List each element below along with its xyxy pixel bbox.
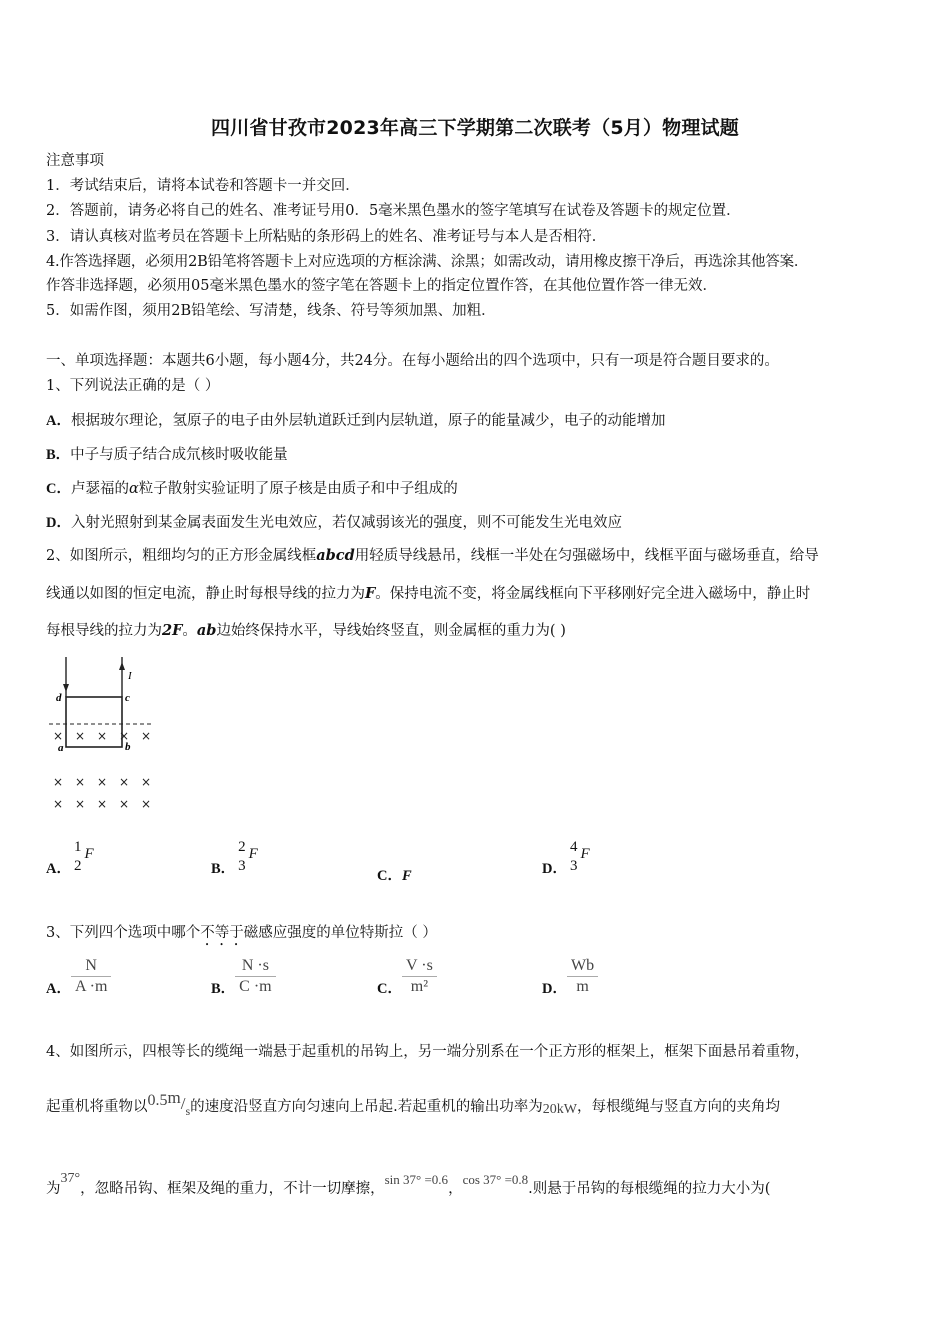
magnetic-field-cross: × [141,797,152,811]
q3-option-d [542,956,598,997]
text: 。 [182,623,197,639]
option-label: D． [542,860,567,877]
numerator: V ·s [405,957,433,974]
q3-option-c [377,956,437,997]
magnetic-field-cross: × [75,729,86,743]
q1-option-c [46,479,458,499]
numerator: 2 [238,839,246,855]
denominator: 3 [238,858,246,874]
magnetic-field-cross: × [75,775,86,789]
denominator: C ·m [235,976,275,997]
corner-d-label: d [56,692,62,704]
var-F: F [365,585,376,602]
sin-value: sin 37° =0.6 [384,1172,449,1187]
q2-option-d [542,838,590,875]
text: 3、下列四个选项中哪个 [46,925,201,941]
text: 。保持电流不变，将金属线框向下平移刚好完全进入磁场中，静止时 [375,586,811,602]
option-label: B． [211,860,236,877]
emphasized-text: 不等于 [200,925,244,941]
fraction [235,838,249,875]
magnetic-field-cross: × [97,775,108,789]
option-label: C． [377,980,402,997]
q1-option-b [46,445,288,465]
question-3-stem [46,923,437,949]
corner-c-label: c [125,692,130,704]
text: ，每根缆绳与竖直方向的夹角均 [576,1099,780,1115]
question-2-line [46,546,819,566]
question-4-line: 4、如图所示，四根等长的缆绳一端悬于起重机的吊钩上，另一端分别系在一个正方形的框架上，框架下面悬吊着重物， [46,1044,810,1060]
question-2-line [46,584,810,604]
text: 为 [46,1181,61,1197]
speed-value: 0.5 [147,1092,168,1109]
option-text: 根据玻尔理论，氢原子的电子由外层轨道跃迁到内层轨道，原子的能量减少，电子的动能增加 [70,413,666,429]
question-4-line: 起重机将重物以$0.5m/_s$的速度沿竖直方向匀速向上吊起.若起重机的输出功率为20kW，每根缆绳与竖直方向的夹角均 [46,1088,780,1118]
q2-option-a [46,838,94,875]
option-label: A． [46,860,71,877]
option-label: B． [46,447,71,463]
denominator: 2 [73,858,82,874]
fraction [71,838,85,875]
text: 2、如图所示，粗细均匀的正方形金属线框 [46,548,317,564]
denominator: A ·m [71,976,111,997]
cos-value: cos 37° =0.8 [462,1172,529,1187]
numerator: 1 [73,839,82,855]
numerator: Wb [570,957,595,974]
question-4-line [46,1171,771,1200]
numerator: N [85,957,97,974]
wire-frame-magnetic-field-figure [44,652,164,812]
denominator: 3 [569,858,578,874]
notice-heading: 注意事项 [46,153,104,169]
option-label: D． [542,980,567,997]
angle-value: 37° [60,1171,81,1186]
q2-option-b [211,838,258,875]
text: .则悬于吊钩的每根缆绳的拉力大小为( [528,1181,771,1197]
q3-option-a [46,956,111,997]
magnetic-field-cross: × [97,797,108,811]
text: ，忽略吊钩、框架及绳的重力，不计一切摩擦， [80,1181,385,1197]
notice-item: 4.作答选择题，必须用2B铅笔将答题卡上对应选项的方框涂满、涂黑；如需改动，请用橡皮擦干净后，再选涂其他答案． [46,254,809,270]
var-F: F [84,845,94,862]
option-label: A． [46,980,71,997]
question-2-line [46,621,566,641]
option-text: 粒子散射实验证明了原子核是由质子和中子组成的 [138,481,458,497]
numerator: 4 [569,839,578,855]
notice-item: 作答非选择题，必须用05毫米黑色墨水的签字笔在答题卡上的指定位置作答，在其他位置作答一律无效． [46,278,717,294]
q3-option-b [211,956,276,997]
option-text: 卢瑟福的 [70,481,129,497]
current-label: I [128,670,132,682]
var-F: F [580,845,590,862]
speed-unit-denominator: s [185,1104,191,1118]
q1-option-a [46,411,665,431]
option-label: D． [46,515,71,531]
text: 每根导线的拉力为 [46,623,162,639]
magnetic-field-cross: × [141,729,152,743]
denominator: m [567,976,598,997]
section-heading: 一、单项选择题：本题共6小题，每小题4分，共24分。在每小题给出的四个选项中，只有一项是符合题目要求的。 [46,353,779,369]
magnetic-field-cross: × [53,775,64,789]
unit-fraction [567,956,598,997]
magnetic-field-cross: × [53,729,64,743]
corner-b-label: b [125,741,131,753]
numerator: N ·s [241,957,269,974]
q1-option-d [46,513,622,533]
text: 用轻质导线悬吊，线框一半处在匀强磁场中，线框平面与磁场垂直，给导 [354,548,819,564]
text: 起重机将重物以 [46,1099,148,1115]
q2-option-c [377,864,412,885]
question-1-stem: 1、下列说法正确的是（ ） [46,378,220,394]
unit-fraction [235,956,275,997]
option-text: 入射光照射到某金属表面发生光电效应，若仅减弱该光的强度，则不可能发生光电效应 [70,515,622,531]
text: 磁感应强度的单位特斯拉（ ） [243,925,437,941]
page-title: 四川省甘孜市2023年高三下学期第二次联考（5月）物理试题 [211,117,739,139]
var-ab: ab [196,622,217,639]
var-F: F [248,845,258,862]
text: 线通以如图的恒定电流，静止时每根导线的拉力为 [46,586,365,602]
corner-a-label: a [58,742,64,754]
unit-fraction [71,956,111,997]
option-text: 中子与质子结合成氘核时吸收能量 [70,447,288,463]
speed-unit-numerator: m [167,1088,181,1107]
magnetic-field-cross: × [119,729,130,743]
var-abcd: abcd [316,547,355,564]
magnetic-field-cross: × [119,775,130,789]
power-value: 20kW [542,1102,577,1117]
magnetic-field-cross: × [97,729,108,743]
alpha-symbol: α [128,481,139,497]
unit-fraction [402,956,437,997]
notice-item: 3．请认真核对监考员在答题卡上所粘贴的条形码上的姓名、准考证号与本人是否相符． [46,229,607,245]
option-label: C． [46,481,71,497]
text: 的速度沿竖直方向匀速向上吊起.若起重机的输出功率为 [190,1099,543,1115]
text: ， [448,1181,463,1197]
fraction [567,838,581,875]
magnetic-field-cross: × [141,775,152,789]
text: 边始终保持水平，导线始终竖直，则金属框的重力为( ) [216,623,566,639]
option-label: C． [377,868,402,884]
notice-item: 1．考试结束后，请将本试卷和答题卡一并交回． [46,178,360,194]
magnetic-field-cross: × [75,797,86,811]
notice-item: 2．答题前，请务必将自己的姓名、准考证号用0．5毫米黑色墨水的签字笔填写在试卷及答题卡的规定位置． [46,203,741,219]
var-2F: 2F [162,622,183,639]
var-F: F [401,868,412,884]
magnetic-field-cross: × [119,797,130,811]
denominator: m² [402,976,437,997]
option-label: A． [46,413,71,429]
notice-item: 5．如需作图，须用2B铅笔绘、写清楚，线条、符号等须加黑、加粗． [46,303,496,319]
magnetic-field-cross: × [53,797,64,811]
option-label: B． [211,980,236,997]
